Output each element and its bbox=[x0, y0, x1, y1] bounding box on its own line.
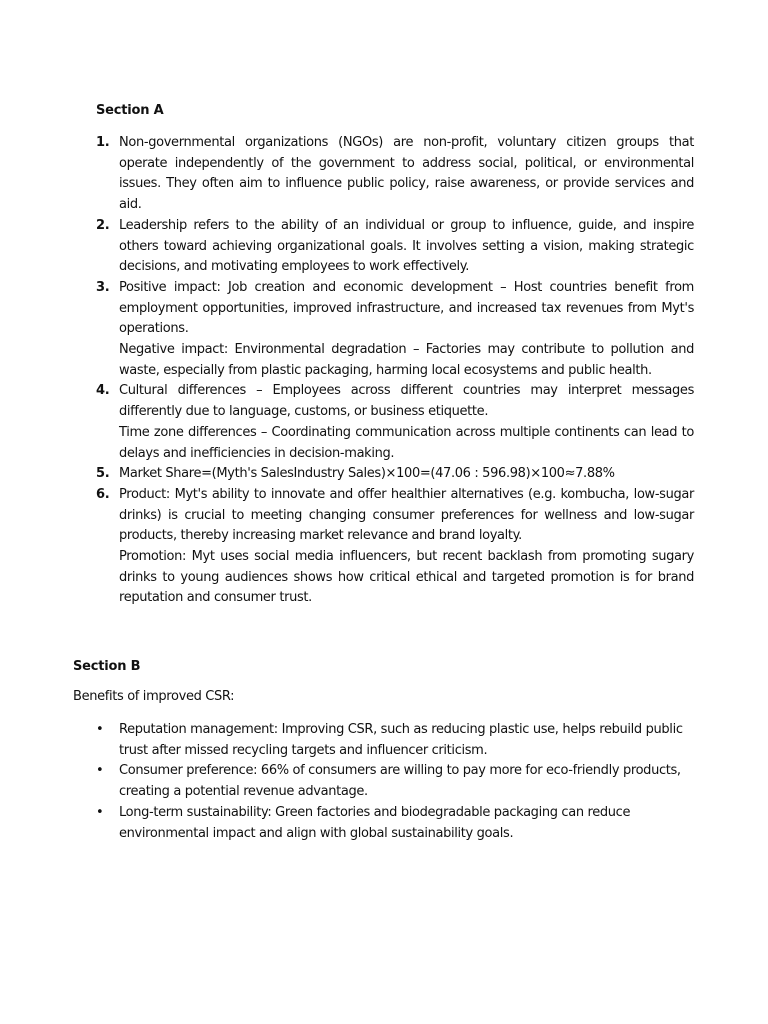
item-text: Product: Myt's ability to innovate and offer healthier alternatives (e.g. kombucha, low-sugar drinks) is crucial to meeting changing consumer preferences for wellness and low-sugar products, thereby increasing market relevance and brand loyalty. bbox=[119, 486, 694, 544]
list-item bbox=[96, 803, 696, 844]
item-text: Long-term sustainability: Green factories and biodegradable packaging can reduce environmental impact and align with global sustainability goals. bbox=[119, 804, 631, 841]
section-b-title: Section B bbox=[73, 659, 141, 674]
item-text: Reputation management: Improving CSR, such as reducing plastic use, helps rebuild public trust after missed recycling targets and influencer criticism. bbox=[119, 722, 683, 758]
item-text: Positive impact: Job creation and economic development – Host countries benefit from employment opportunities, improved infrastructure, and increased tax revenues from Myt's operations. bbox=[119, 279, 694, 337]
section-b-intro: Benefits of improved CSR: bbox=[73, 689, 235, 704]
item-text: Leadership refers to the ability of an individual or group to influence, guide, and inspire others toward achieving organizational goals. It involves setting a vision, making strategic decisions, and motivating employees to work effectively. bbox=[119, 217, 694, 275]
list-item bbox=[96, 761, 696, 802]
item-number: 3. bbox=[96, 279, 110, 295]
item-number: 6. bbox=[96, 486, 110, 502]
item-number: 2. bbox=[96, 217, 110, 233]
item-text: Promotion: Myt uses social media influencers, but recent backlash from promoting sugary drinks to young audiences shows how critical ethical and targeted promotion is for brand reputation and consumer trust. bbox=[119, 549, 694, 606]
list-item bbox=[96, 133, 694, 216]
item-text: Negative impact: Environmental degradation – Factories may contribute to pollution and waste, especially from plastic packaging, harming local ecosystems and public health. bbox=[119, 342, 694, 378]
item-text: Time zone differences – Coordinating communication across multiple continents can lead to delays and inefficiencies in decision-making. bbox=[119, 424, 694, 461]
item-number: 4. bbox=[96, 383, 110, 399]
list-item bbox=[96, 278, 694, 382]
item-text: Non-governmental organizations (NGOs) are non-profit, voluntary citizen groups that operate independently of the government to address social, political, or environmental issues. They often aim to influence public policy, raise awareness, or provide services and aid. bbox=[119, 135, 694, 213]
list-item bbox=[96, 485, 694, 609]
item-text: Market Share=(Myth's SalesIndustry Sales)×100=(47.06 : 596.98)×100≈7.88% bbox=[119, 466, 615, 482]
bullet-icon: • bbox=[96, 763, 104, 779]
list-item bbox=[96, 720, 696, 761]
bullet-icon: • bbox=[96, 804, 104, 820]
item-text: Cultural differences – Employees across different countries may interpret messages differently due to language, customs, or business etiquette. bbox=[119, 383, 694, 420]
item-number: 1. bbox=[96, 135, 110, 150]
section-a-list bbox=[96, 133, 694, 609]
section-a-title: Section A bbox=[96, 103, 164, 118]
section-b-list bbox=[96, 720, 696, 844]
item-text: Consumer preference: 66% of consumers are willing to pay more for eco-friendly products, creating a potential revenue advantage. bbox=[119, 763, 681, 800]
list-item bbox=[96, 381, 694, 464]
bullet-icon: • bbox=[96, 722, 104, 737]
list-item bbox=[96, 464, 694, 485]
item-number: 5. bbox=[96, 466, 110, 482]
list-item bbox=[96, 216, 694, 278]
